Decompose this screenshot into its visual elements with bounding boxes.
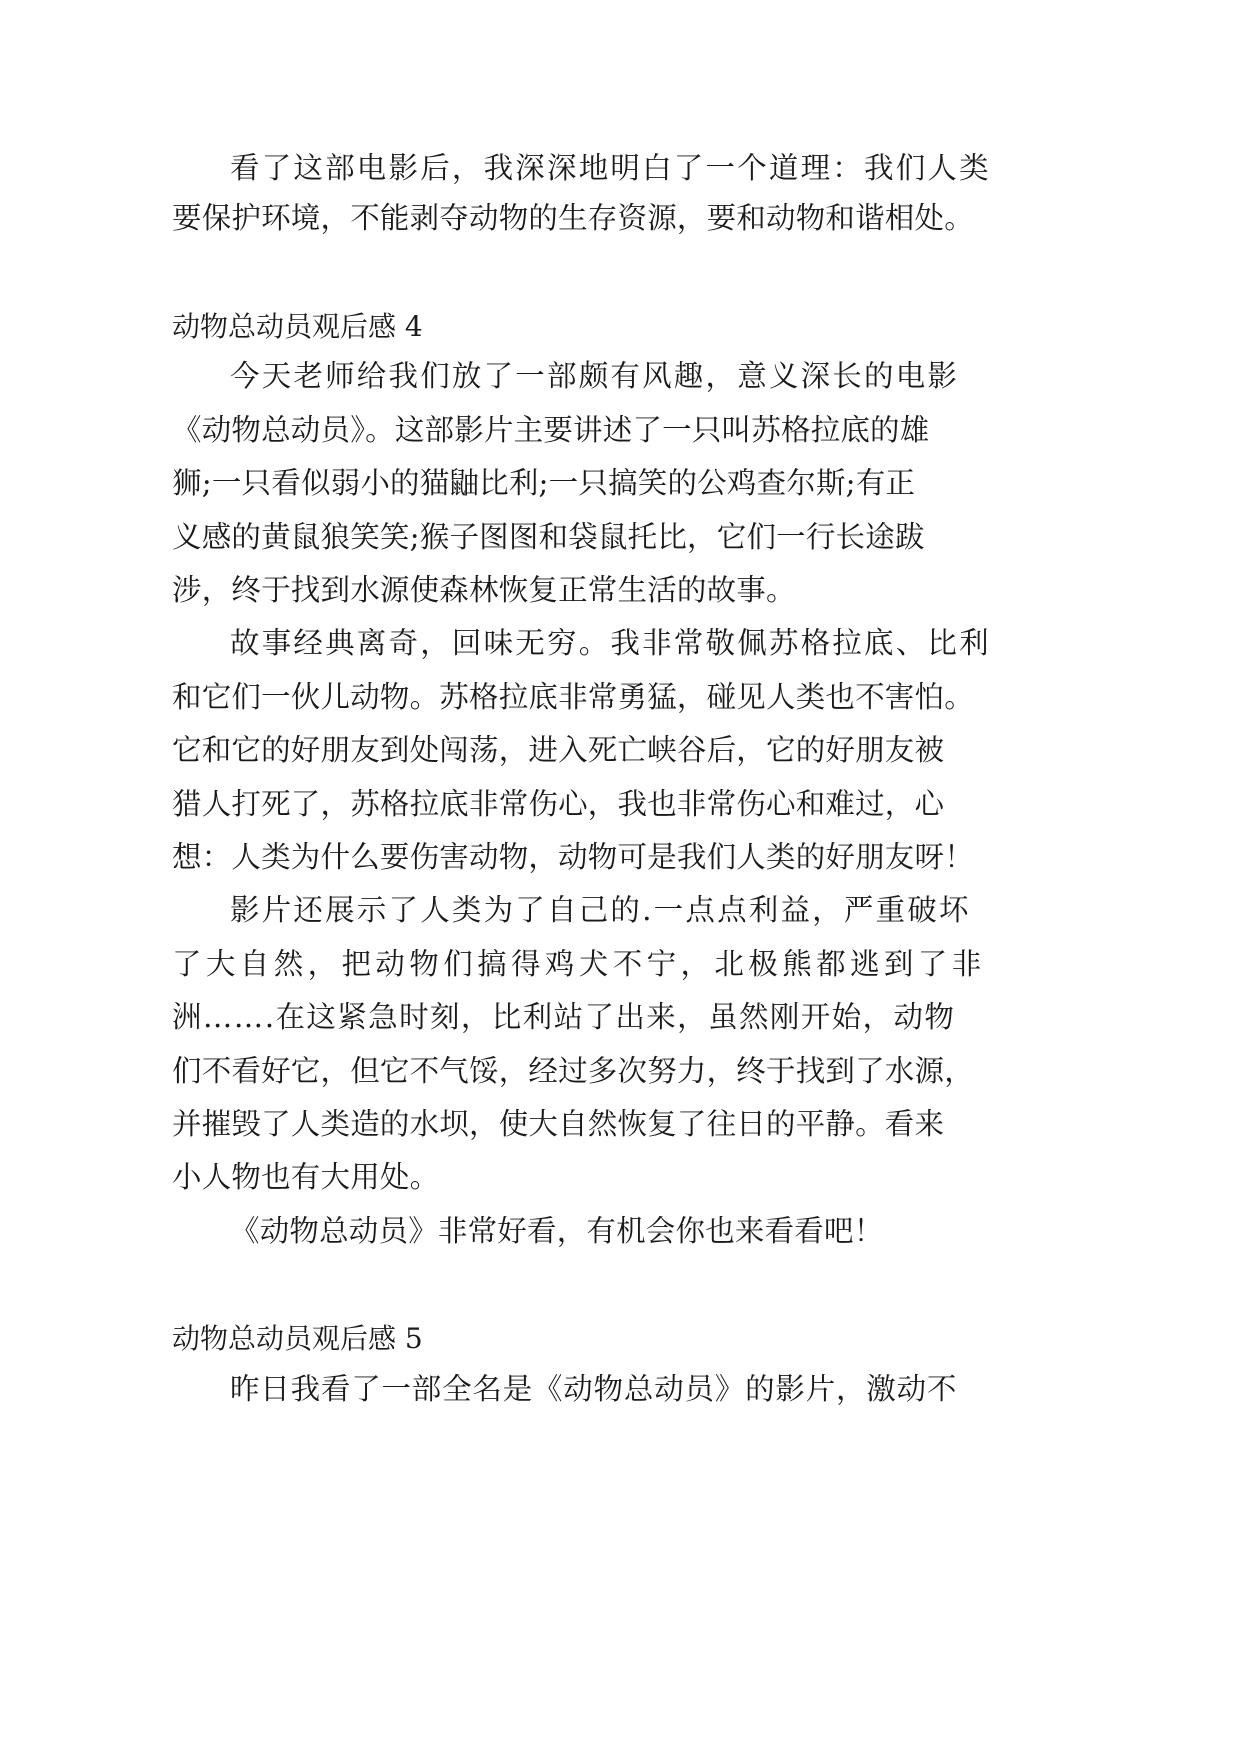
section-heading-text: 动物总动员观后感 4 (172, 310, 423, 343)
paragraph-text: 义感的黄鼠狼笑笑;猴子图图和袋鼠托比，它们一行长途跋 (172, 520, 925, 554)
paragraph-text: 小人物也有大用处。 (172, 1160, 440, 1194)
paragraph-text: 要保护环境，不能剥夺动物的生存资源，要和动物和谐相处。 (172, 201, 974, 235)
paragraph-text: 洲…….在这紧急时刻，比利站了出来，虽然刚开始，动物 (172, 1000, 956, 1034)
paragraph-text: 和它们一伙儿动物。苏格拉底非常勇猛，碰见人类也不害怕。 (172, 680, 974, 714)
paragraph-text: 们不看好它，但它不气馁，经过多次努力，终于找到了水源， (172, 1054, 974, 1088)
paragraph-text: 并摧毁了人类造的水坝，使大自然恢复了往日的平静。看来 (172, 1107, 945, 1141)
paragraph-text: 今天老师给我们放了一部颇有风趣，意义深长的电影 (230, 359, 960, 393)
paragraph-text: 故事经典离奇，回味无穷。我非常敬佩苏格拉底、比利 (230, 626, 991, 660)
paragraph-text: 看了这部电影后，我深深地明白了一个道理：我们人类 (230, 151, 991, 185)
paragraph-text: 涉，终于找到水源使森林恢复正常生活的故事。 (172, 573, 796, 607)
paragraph-text: 狮;一只看似弱小的猫鼬比利;一只搞笑的公鸡查尔斯;有正 (172, 466, 916, 500)
paragraph-text: 猎人打死了，苏格拉底非常伤心，我也非常伤心和难过，心 (172, 787, 945, 821)
paragraph-text: 影片还展示了人类为了自己的.一点点利益，严重破坏 (230, 893, 971, 927)
paragraph-text: 昨日我看了一部全名是《动物总动员》的影片，激动不 (230, 1372, 958, 1406)
paragraph-text: 《动物总动员》非常好看，有机会你也来看看吧！ (230, 1214, 884, 1248)
paragraph-text: 它和它的好朋友到处闯荡，进入死亡峡谷后，它的好朋友被 (172, 733, 945, 767)
paragraph-text: 《动物总动员》。这部影片主要讲述了一只叫苏格拉底的雄 (172, 413, 930, 447)
paragraph-text: 了大自然，把动物们搞得鸡犬不宁，北极熊都逃到了非 (172, 947, 986, 981)
paragraph-text: 想：人类为什么要伤害动物，动物可是我们人类的好朋友呀！ (172, 840, 974, 874)
section-heading-text: 动物总动员观后感 5 (172, 1322, 423, 1355)
